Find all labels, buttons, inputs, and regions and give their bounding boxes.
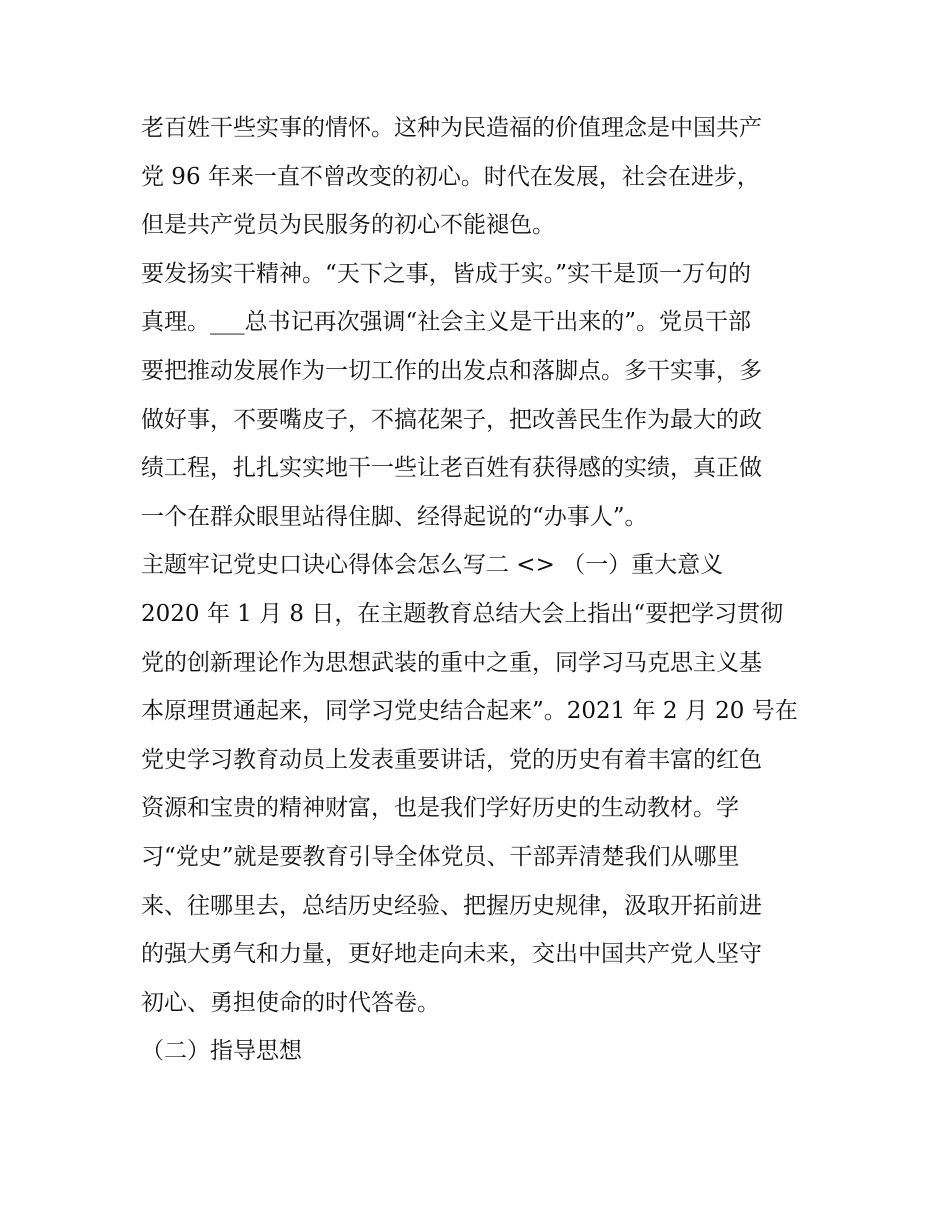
text-line: 党史学习教育动员上发表重要讲话，党的历史有着丰富的红色: [141, 746, 762, 773]
text-line: 要发扬实干精神。“天下之事，皆成于实。”实干是顶一万句的: [141, 260, 752, 287]
text-line: 一个在群众眼里站得住脚、经得起说的“办事人”。: [141, 503, 648, 530]
subsection-heading: （二）指导思想: [141, 1038, 302, 1065]
text-line: 习“党史”就是要教育引导全体党员、干部弄清楚我们从哪里: [141, 843, 740, 870]
text-line: 本原理贯通起来，同学习党史结合起来”。2021 年 2 月 20 号在: [141, 698, 798, 725]
text-line: 真理。___总书记再次强调“社会主义是干出来的”。党员干部: [141, 309, 752, 336]
document-body: [141, 104, 821, 1076]
text-line: 做好事，不要嘴皮子，不搞花架子，把改善民生作为最大的政: [141, 406, 762, 433]
text-line: 绩工程，扎扎实实地干一些让老百姓有获得感的实绩，真正做: [141, 455, 762, 482]
section-heading-line: 主题牢记党史口诀心得体会怎么写二 <> （一）重大意义: [141, 552, 724, 579]
text-line: 来、往哪里去，总结历史经验、把握历史规律，汲取开拓前进: [141, 892, 762, 919]
text-line: 资源和宝贵的精神财富，也是我们学好历史的生动教材。学: [141, 795, 739, 822]
text-line: 要把推动发展作为一切工作的出发点和落脚点。多干实事，多: [141, 357, 762, 384]
text-line: 初心、勇担使命的时代答卷。: [141, 989, 440, 1016]
text-line: 党 96 年来一直不曾改变的初心。时代在发展，社会在进步，: [141, 163, 760, 190]
text-line: 但是共产党员为民服务的初心不能褪色。: [141, 212, 555, 239]
text-line: 的强大勇气和力量，更好地走向未来，交出中国共产党人坚守: [141, 941, 762, 968]
text-line: 2020 年 1 月 8 日，在主题教育总结大会上指出“要把学习贯彻: [141, 600, 784, 627]
text-line: 党的创新理论作为思想武装的重中之重，同学习马克思主义基: [141, 649, 762, 676]
text-line: 老百姓干些实事的情怀。这种为民造福的价值理念是中国共产: [141, 115, 762, 141]
